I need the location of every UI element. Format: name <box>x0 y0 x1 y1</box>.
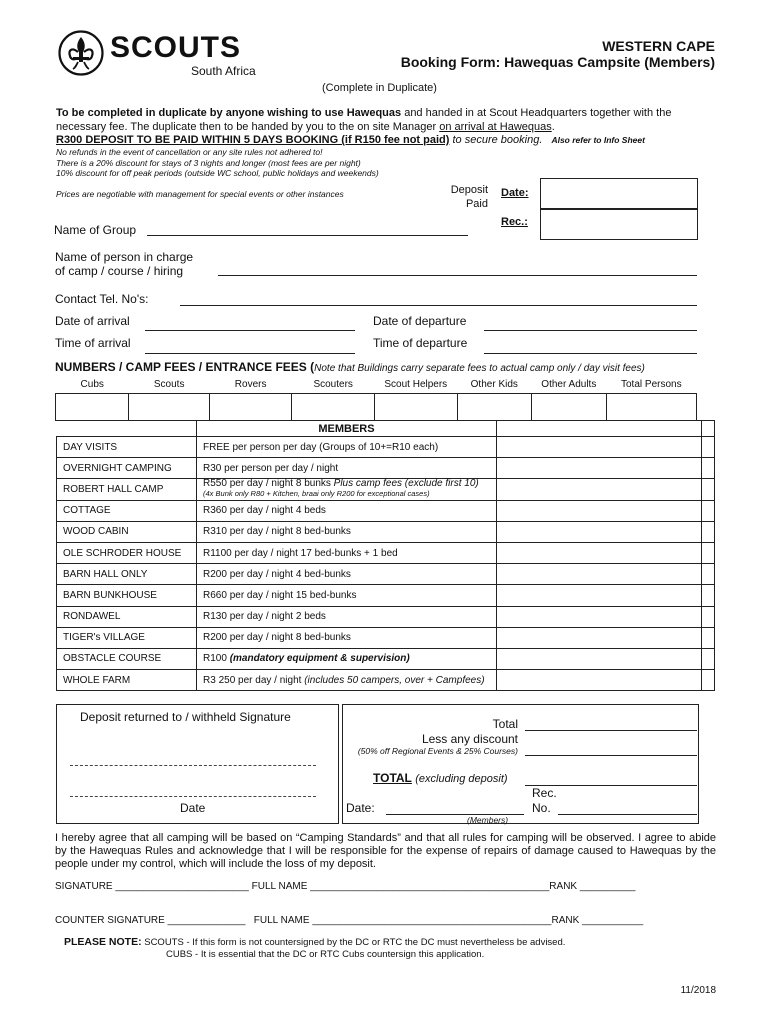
intro-text-a: and handed in at Scout Headquarters together with the <box>401 107 672 119</box>
facility-fee: R360 per day / night 4 beds <box>197 500 497 521</box>
numbers-input-row <box>56 394 697 421</box>
facility-qty-cell[interactable] <box>496 564 701 585</box>
table-row <box>57 437 715 458</box>
facility-name: COTTAGE <box>57 500 197 521</box>
numbers-cell[interactable] <box>532 394 607 421</box>
members-header-cell <box>496 421 701 437</box>
facility-fee: R100 <box>203 653 230 665</box>
facility-name: WOOD CABIN <box>57 521 197 542</box>
form-date-code: 11/2018 <box>680 985 716 996</box>
total-excl-label <box>373 771 508 785</box>
total-excl-note: (excluding deposit) <box>415 773 508 785</box>
total-excl-bold: TOTAL <box>373 771 412 785</box>
facility-amount-cell[interactable] <box>702 648 715 669</box>
facility-name: OVERNIGHT CAMPING <box>57 458 197 479</box>
contact-field[interactable] <box>180 305 697 306</box>
region-title: WESTERN CAPE <box>602 38 715 54</box>
facility-qty-cell[interactable] <box>496 458 701 479</box>
facility-name: OLE SCHRODER HOUSE <box>57 542 197 563</box>
facility-fee: R550 per day / night 8 bunks <box>203 478 334 490</box>
facility-qty-cell[interactable] <box>496 606 701 627</box>
counter-signature-line[interactable]: COUNTER SIGNATURE ______________ FULL NAME ___________________________________________RANK ___________ <box>55 915 644 926</box>
numbers-col: Other Adults <box>541 379 597 390</box>
form-title: Booking Form: Hawequas Campsite (Members) <box>400 54 715 70</box>
facility-amount-cell[interactable] <box>702 627 715 648</box>
total-field[interactable] <box>525 730 697 731</box>
departure-time-field[interactable] <box>484 353 697 354</box>
logo-subtext: South Africa <box>191 64 256 78</box>
facility-name: TIGER's VILLAGE <box>57 627 197 648</box>
table-row <box>57 458 715 479</box>
facility-name: ROBERT HALL CAMP <box>57 479 197 500</box>
intro-line-1 <box>56 107 721 119</box>
numbers-heading <box>55 360 645 374</box>
arrival-time-label: Time of arrival <box>55 336 131 350</box>
numbers-header-row <box>56 378 697 394</box>
facility-fee-cell <box>197 479 497 500</box>
facility-amount-cell[interactable] <box>702 521 715 542</box>
deposit-date-text: Date <box>180 801 206 815</box>
arrival-time-field[interactable] <box>145 353 355 354</box>
facility-qty-cell[interactable] <box>496 521 701 542</box>
facility-fee: R200 per day / night 8 bed-bunks <box>197 627 497 648</box>
receipt-no-field[interactable] <box>558 814 697 815</box>
please-note <box>64 936 565 948</box>
facility-fee: R30 per person per day / night <box>197 458 497 479</box>
total-label: Total <box>492 717 518 731</box>
facility-qty-cell[interactable] <box>496 585 701 606</box>
facility-fee: R3 250 per day / night <box>203 674 305 686</box>
departure-date-label: Date of departure <box>373 314 467 328</box>
table-row <box>57 542 715 563</box>
facility-amount-cell[interactable] <box>702 458 715 479</box>
discount-rates-note: (50% off Regional Events & 25% Courses) <box>357 746 518 756</box>
facility-fee: R130 per day / night 2 beds <box>197 606 497 627</box>
arrival-date-label: Date of arrival <box>55 314 130 328</box>
intro-text-b: necessary fee. The duplicate then to be handed by you to the on site Manager <box>56 121 440 133</box>
numbers-col: Scout Helpers <box>384 379 448 390</box>
facility-fee: R660 per day / night 15 bed-bunks <box>197 585 497 606</box>
facility-amount-cell[interactable] <box>702 564 715 585</box>
group-label: Name of Group <box>54 223 137 237</box>
facility-amount-cell[interactable] <box>702 670 715 691</box>
deposit-signature-field[interactable] <box>70 765 316 766</box>
numbers-heading-note: Note that Buildings carry separate fees to actual camp only / day visit fees) <box>314 363 645 374</box>
numbers-cell[interactable] <box>606 394 696 421</box>
person-label-1: Name of person in charge <box>55 250 194 264</box>
numbers-heading-bold: NUMBERS / CAMP FEES / ENTRANCE FEES ( <box>55 360 315 374</box>
negotiable-note: Prices are negotiable with management for special events or other instances <box>56 189 344 199</box>
less-discount-label: Less any discount <box>421 732 518 746</box>
table-row <box>57 585 715 606</box>
facility-name: OBSTACLE COURSE <box>57 648 197 669</box>
facility-amount-cell[interactable] <box>702 479 715 500</box>
person-label-2: of camp / course / hiring <box>55 264 184 278</box>
facility-fee-bold-italic: (mandatory equipment & supervision) <box>229 653 410 665</box>
departure-time-label: Time of departure <box>373 336 468 350</box>
numbers-col: Scouts <box>153 379 185 390</box>
facility-fee-cell <box>197 670 497 691</box>
deposit-signature-title: Deposit returned to / withheld Signature <box>80 710 291 724</box>
please-note-label: PLEASE NOTE: <box>64 936 142 948</box>
numbers-cell[interactable] <box>457 394 531 421</box>
facility-amount-cell[interactable] <box>702 542 715 563</box>
numbers-table <box>55 378 697 421</box>
facility-amount-cell[interactable] <box>702 500 715 521</box>
contact-label: Contact Tel. No's: <box>55 292 149 306</box>
facility-fee-sub: (4x Bunk only R80 + Kitchen, braai only R200 for exceptional cases) <box>203 489 430 499</box>
facility-fee: R310 per day / night 8 bed-bunks <box>197 521 497 542</box>
numbers-cell[interactable] <box>56 394 129 421</box>
numbers-cell[interactable] <box>129 394 209 421</box>
numbers-col: Rovers <box>234 379 267 390</box>
members-header-spacer <box>57 421 197 437</box>
facility-fee-cell <box>197 648 497 669</box>
discount-field[interactable] <box>525 755 697 756</box>
members-header-row <box>57 421 715 437</box>
facility-qty-cell[interactable] <box>496 542 701 563</box>
person-field[interactable] <box>218 275 697 276</box>
departure-date-field[interactable] <box>484 330 697 331</box>
numbers-col: Total Persons <box>621 379 682 390</box>
deposit-date-box[interactable] <box>540 178 698 210</box>
numbers-col: Cubs <box>80 379 104 390</box>
facility-name: BARN HALL ONLY <box>57 564 197 585</box>
intro-text-b-end: . <box>551 121 555 133</box>
facility-fee-italic: (includes 50 campers, over + Campfees) <box>304 674 485 686</box>
table-row <box>57 500 715 521</box>
arrival-date-field[interactable] <box>145 330 355 331</box>
numbers-cell[interactable] <box>375 394 458 421</box>
totals-box <box>342 704 699 824</box>
table-row <box>57 479 715 500</box>
intro-bold-lead: To be completed in duplicate by anyone wishing to use Hawequas <box>56 107 402 119</box>
discount-note-2: 10% discount for off peak periods (outside WC school, public holidays and weekends) <box>56 168 379 178</box>
group-field[interactable] <box>147 235 468 236</box>
fleur-de-lis-icon <box>58 30 104 76</box>
facility-name: DAY VISITS <box>57 437 197 458</box>
discount-note-1: There is a 20% discount for stays of 3 nights and longer (most fees are per night) <box>56 158 361 168</box>
deposit-date-field[interactable] <box>70 796 316 797</box>
numbers-cell[interactable] <box>209 394 291 421</box>
agreement-text: I hereby agree that all camping will be based on “Camping Standards” and that all rules for camping will be observed. I agree to abide by the Hawequas Rules and acknowledge that I will be responsible for the expense of repairs of damage caused to Hawequas by the people under my control, which will include the loss of my deposit. <box>55 832 716 870</box>
facility-amount-cell[interactable] <box>702 437 715 458</box>
members-heading: MEMBERS <box>197 421 497 437</box>
deposit-paid-label: Deposit Paid <box>450 184 488 210</box>
numbers-cell[interactable] <box>292 394 375 421</box>
refund-note: No refunds in the event of cancellation or any site rules not adhered to! <box>56 147 323 157</box>
deposit-tail: to secure booking. <box>449 134 543 146</box>
table-row <box>57 564 715 585</box>
numbers-col: Other Kids <box>470 379 518 390</box>
facility-name: BARN BUNKHOUSE <box>57 585 197 606</box>
table-row <box>57 648 715 669</box>
deposit-rec-box[interactable] <box>540 208 698 240</box>
facility-qty-cell[interactable] <box>496 670 701 691</box>
deposit-requirement <box>56 134 645 146</box>
deposit-rec-label: Rec.: <box>501 216 528 228</box>
members-note: (Members) <box>467 815 509 825</box>
facility-name: WHOLE FARM <box>57 670 197 691</box>
facility-qty-cell[interactable] <box>496 648 701 669</box>
table-row <box>57 521 715 542</box>
table-row <box>57 627 715 648</box>
signature-line[interactable]: SIGNATURE ________________________ FULL NAME ___________________________________________RANK __________ <box>55 881 636 892</box>
numbers-col: Scouters <box>313 379 353 390</box>
facility-qty-cell[interactable] <box>496 500 701 521</box>
deposit-date-label: Date: <box>501 187 529 199</box>
facility-fee: R200 per day / night 4 bed-bunks <box>197 564 497 585</box>
facility-fee: FREE per person per day (Groups of 10+=R10 each) <box>197 437 497 458</box>
facility-qty-cell[interactable] <box>496 627 701 648</box>
intro-text-b-underlined: on arrival at Hawequas <box>439 121 552 133</box>
facility-fee: R1100 per day / night 17 bed-bunks + 1 bed <box>197 542 497 563</box>
info-sheet-note: Also refer to Info Sheet <box>551 135 645 145</box>
facility-qty-cell[interactable] <box>496 437 701 458</box>
table-row <box>57 670 715 691</box>
facility-fee-italic: Plus camp fees (exclude first 10) <box>333 478 479 490</box>
receipt-no-label: Rec. No. <box>532 786 557 815</box>
members-table <box>56 420 715 691</box>
please-note-cubs: CUBS - It is essential that the DC or RTC Cubs countersign this application. <box>166 949 485 960</box>
facility-amount-cell[interactable] <box>702 606 715 627</box>
scouts-logo <box>58 30 273 80</box>
facility-name: RONDAWEL <box>57 606 197 627</box>
table-row <box>57 606 715 627</box>
facility-amount-cell[interactable] <box>702 585 715 606</box>
please-note-scouts: SCOUTS - If this form is not countersigned by the DC or RTC the DC must nevertheless be advised. <box>141 937 566 948</box>
facility-qty-cell[interactable] <box>496 479 701 500</box>
logo-wordmark: SCOUTS <box>110 31 242 64</box>
duplicate-note: (Complete in Duplicate) <box>322 82 437 94</box>
totals-date-label: Date: <box>346 801 375 815</box>
deposit-bold: R300 DEPOSIT TO BE PAID WITHIN 5 DAYS BOOKING (if R150 fee not paid) <box>56 134 450 146</box>
members-header-cell <box>702 421 715 437</box>
intro-line-2 <box>56 121 555 133</box>
